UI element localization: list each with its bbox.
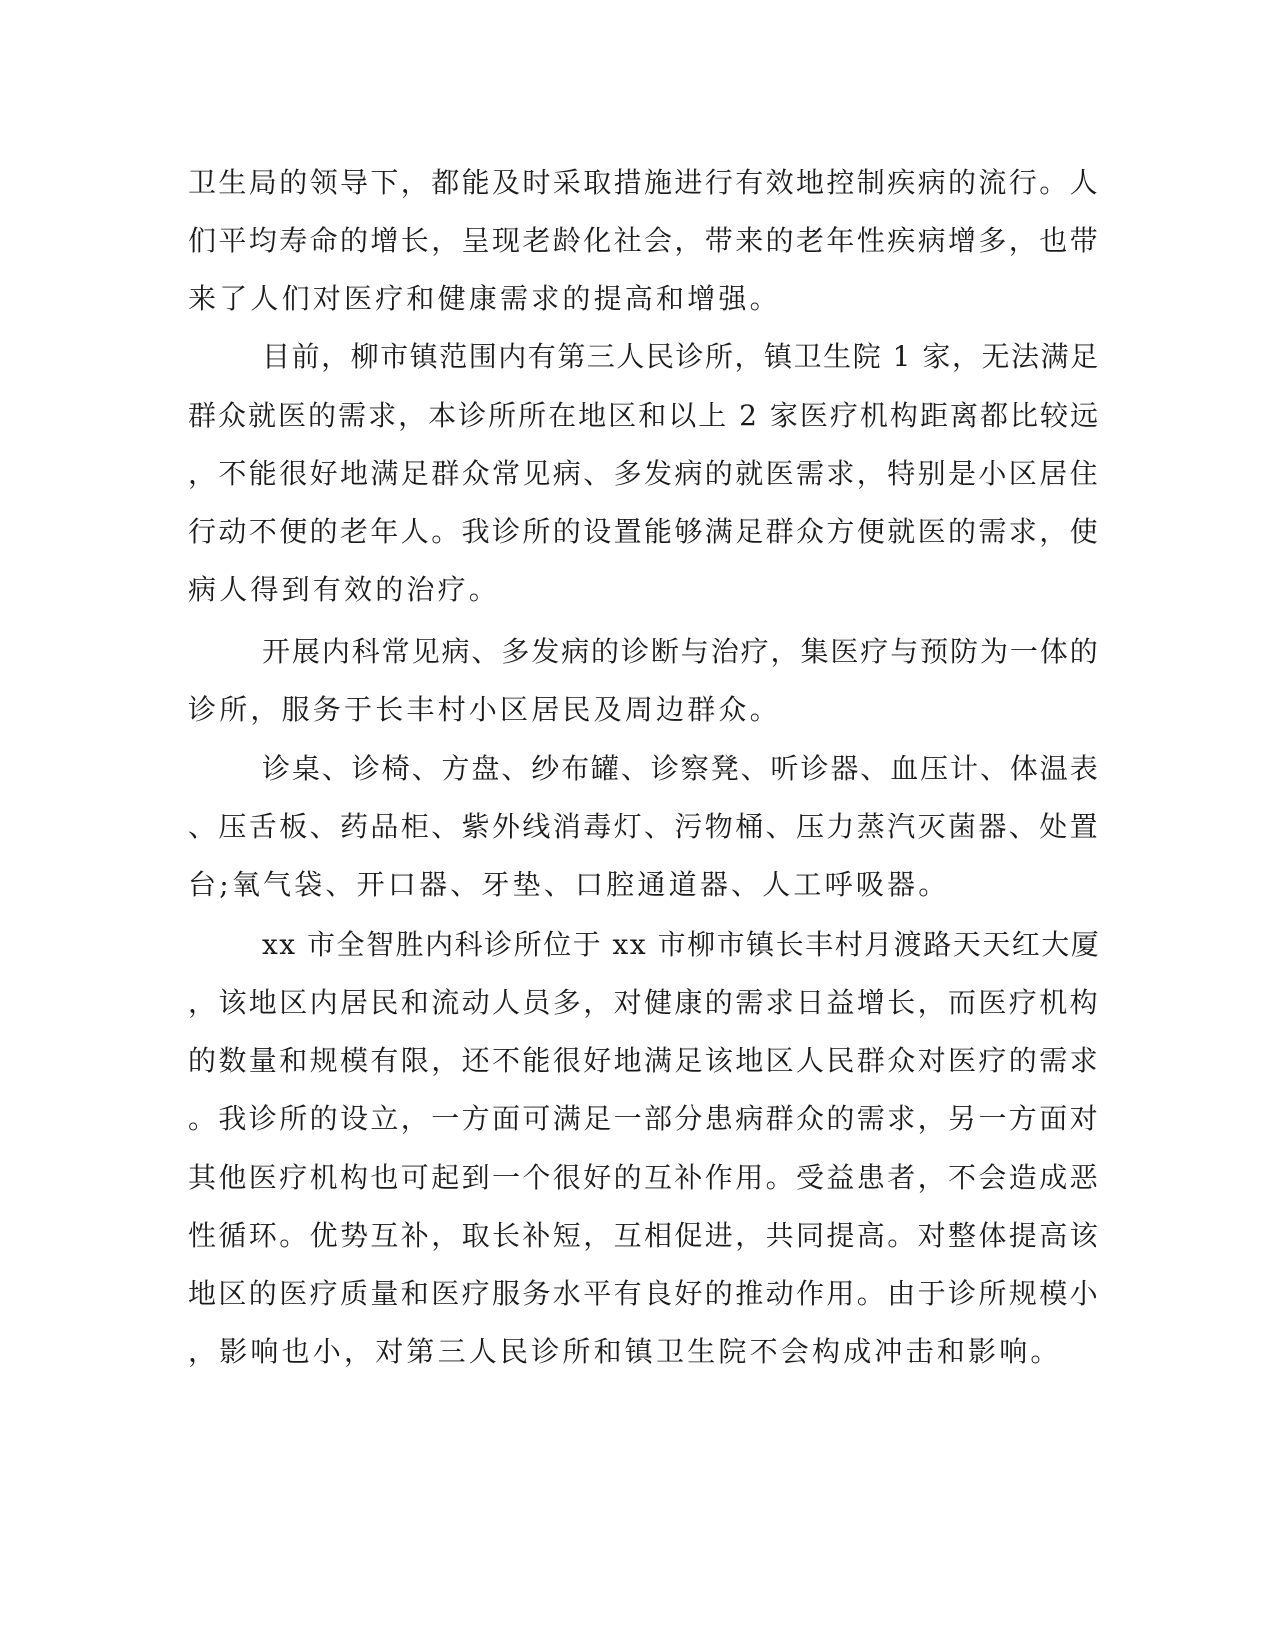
text-line: 群众就医的需求，本诊所所在地区和以上 2 家医疗机构距离都比较远 (188, 399, 1101, 432)
text-line: ，该地区内居民和流动人员多，对健康的需求日益增长，而医疗机构 (188, 986, 1101, 1019)
text-line: 诊桌、诊椅、方盘、纱布罐、诊察凳、听诊器、血压计、体温表 (262, 752, 1100, 785)
text-line: 卫生局的领导下，都能及时采取措施进行有效地控制疾病的流行。人 (188, 166, 1101, 199)
text-line: 、压舌板、药品柜、紫外线消毒灯、污物桶、压力蒸汽灭菌器、处置 (188, 810, 1101, 843)
text-line: 目前，柳市镇范围内有第三人民诊所，镇卫生院 1 家，无法满足 (262, 340, 1100, 373)
text-line: 病人得到有效的治疗。 (188, 573, 501, 606)
text-line: 其他医疗机构也可起到一个很好的互补作用。受益患者，不会造成恶 (188, 1161, 1101, 1194)
text-line: 地区的医疗质量和医疗服务水平有良好的推动作用。由于诊所规模小 (188, 1277, 1101, 1310)
text-line: xx 市全智胜内科诊所位于 xx 市柳市镇长丰村月渡路天天红大厦 (262, 928, 1101, 961)
text-line: 开展内科常见病、多发病的诊断与治疗，集医疗与预防为一体的 (262, 635, 1100, 668)
text-line: ，影响也小，对第三人民诊所和镇卫生院不会构成冲击和影响。 (188, 1335, 1062, 1368)
text-line: 们平均寿命的增长，呈现老龄化社会，带来的老年性疾病增多，也带 (188, 224, 1101, 257)
text-line: 来了人们对医疗和健康需求的提高和增强。 (188, 282, 781, 315)
text-line: ，不能很好地满足群众常见病、多发病的就医需求，特别是小区居住 (188, 457, 1101, 490)
text-line: 台;氧气袋、开口器、牙垫、口腔通道器、人工呼吸器。 (188, 868, 950, 901)
text-line: 性循环。优势互补，取长补短，互相促进，共同提高。对整体提高该 (188, 1219, 1101, 1252)
text-line: 的数量和规模有限，还不能很好地满足该地区人民群众对医疗的需求 (188, 1044, 1101, 1077)
text-line: 。我诊所的设立，一方面可满足一部分患病群众的需求，另一方面对 (188, 1102, 1101, 1135)
text-line: 行动不便的老年人。我诊所的设置能够满足群众方便就医的需求，使 (188, 515, 1101, 548)
text-line: 诊所，服务于长丰村小区居民及周边群众。 (188, 693, 781, 726)
